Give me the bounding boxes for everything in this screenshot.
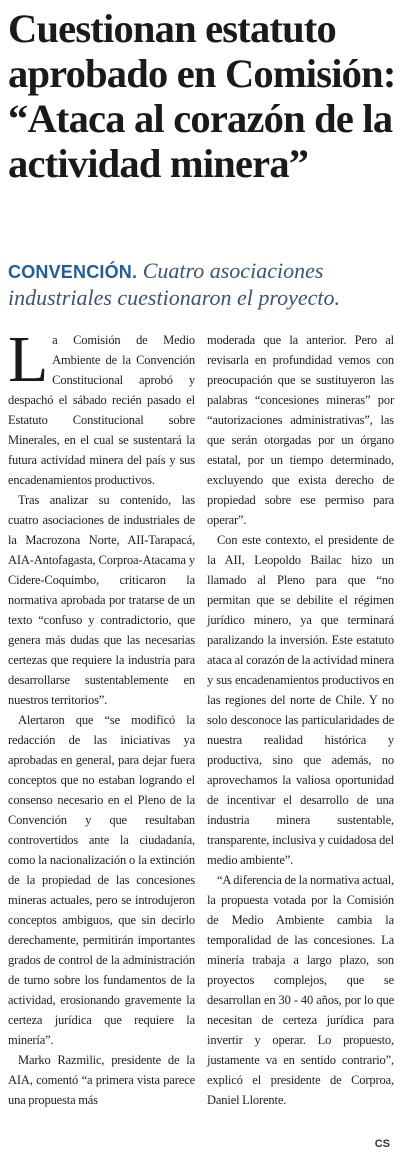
paragraph: “A diferencia de la normativa actual, la propuesta votada por la Comisión de Medio Ambiente cambia la temporalidad de las concesiones. La minería trabaja a largo plazo, son proyectos complejos, que se desarrollan en 30 - 40 años, por lo que necesitan de certeza jurídica para invertir y operar. Lo propuesto, justamente va en sentido contrario”, explicó el presidente de Corproa, Daniel Llorente. (207, 873, 394, 1107)
dek-text: Cuatro asociaciones industriales cuestionaron el proyecto. (8, 258, 340, 310)
section-kicker: CONVENCIÓN. (8, 262, 138, 282)
drop-cap: L (8, 330, 49, 396)
paragraph: Alertaron que “se modificó la redacción de las iniciativas ya aprobadas en general, para dejar fuera conceptos que no estaban logrando el consenso necesario en el Pleno de la Convención y que resultaban controvertidos ante la ciudadanía, como la nacionalización o la extinción de la propiedad de las concesiones mineras actuales, pero se introdujeron conceptos ambiguos, que sin decirlo derechamente, permitirán importantes grados de control de la administración de turno sobre los fundamentos de la actividad, erosionando gravemente la certeza jurídica que requiere la minería”. (8, 713, 195, 1047)
column-right (207, 330, 394, 1145)
article-body (8, 330, 394, 1145)
end-mark: CS (374, 1138, 390, 1150)
paragraph (8, 330, 195, 490)
column-left (8, 330, 195, 1145)
paragraph: Tras analizar su contenido, las cuatro asociaciones de industriales de la Macrozona Norte, AII-Tarapacá, AIA-Antofagasta, Corproa-Atacama y Cidere-Coquimbo, criticaron la normativa aprobada por tratarse de un texto “confuso y contradictorio, que genera más dudas que las necesarias certezas que requiere la industria para desarrollarse sustentablemente en nuestros territorios”. (8, 493, 195, 707)
headline: Cuestionan estatuto aprobado en Comisión: “Ataca al corazón de la actividad minera” (8, 6, 396, 186)
paragraph-text: a Comisión de Medio Ambiente de la Convención Constitucional aprobó y despachó el sábado recién pasado el Estatuto Constitucional sobre Minerales, en el cual se sustentará la futura actividad minera del país y sus encadenamientos productivos. (8, 333, 195, 487)
paragraph: Con este contexto, el presidente de la AII, Leopoldo Bailac hizo un llamado al Pleno para que “no permitan que se debilite el régimen jurídico minero, ya que terminará paralizando la inversión. Este estatuto ataca al corazón de la actividad minera y sus encadenamientos productivos en las regiones del norte de Chile. Y no solo desconoce las particularidades de nuestra realidad histórica y productiva, sino que además, no aprovechamos la valiosa oportunidad de incentivar el desarrollo de una industria minera sustentable, transparente, inclusiva y cuidadosa del medio ambiente”. (207, 533, 394, 867)
paragraph: moderada que la anterior. Pero al revisarla en profundidad vemos con preocupación que se sustituyeron las palabras “concesiones mineras” por “autorizaciones administrativas”, las que serán otorgadas por un órgano estatal, por un tiempo determinado, excluyendo que exista derecho de propiedad sobre ese permiso para operar”. (207, 333, 394, 527)
paragraph: Marko Razmilic, presidente de la AIA, comentó “a primera vista parece una propuesta más (8, 1053, 195, 1107)
dek (8, 258, 394, 310)
